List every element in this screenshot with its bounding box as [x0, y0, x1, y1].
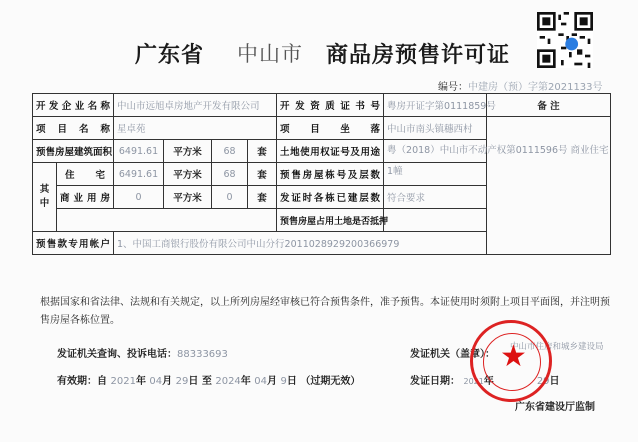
permit-statement: 根据国家和省法律、法规和有关规定，以上所列房屋经审核已符合预售条件，准予预售。本证使用时须附上项目平面图，并注明预售房屋各栋位置。	[40, 297, 610, 326]
supervisor-text: 广东省建设厅监制	[515, 402, 595, 413]
commercial-units: 0	[212, 186, 248, 209]
building-no-value: 1幢	[384, 163, 487, 186]
location-value: 中山市南头镇穗西村	[384, 117, 487, 140]
land-cert-value: 粤（2018）中山市不动产权第0111596号 商业住宅	[384, 140, 487, 163]
issue-condition-label: 发证时各栋已建层数	[277, 186, 384, 209]
building-no-label: 预售房屋栋号及层数	[277, 163, 384, 186]
empty-cell	[57, 209, 277, 232]
residential-units: 68	[212, 163, 248, 186]
permit-table	[32, 93, 611, 255]
inquiry-line: 发证机关查询、投诉电话：88333693	[57, 349, 228, 360]
authority-line: 发证机关（盖章）：	[410, 349, 495, 360]
province-title: 广东省	[135, 43, 205, 68]
commercial-label: 商业用房	[57, 186, 114, 209]
account-label: 预售款专用帐户	[33, 232, 114, 255]
residential-label: 住 宅	[57, 163, 114, 186]
validity-line: 有效期：自 2021年 04月 29日 至 2024年 04月 9日 （过期无效）	[57, 376, 361, 387]
developer-value: 中山市远旭卓房地产开发有限公司	[114, 94, 277, 117]
residential-area: 6491.61	[114, 163, 164, 186]
residential-set-unit: 套	[248, 163, 277, 186]
authority-value: 中山市住房和城乡建设局	[510, 342, 604, 352]
presale-area-value: 6491.61	[114, 140, 164, 163]
residential-sqm-unit: 平方米	[164, 163, 212, 186]
location-label: 项目坐落	[277, 117, 384, 140]
qualification-label: 开发资质证书号	[277, 94, 384, 117]
official-seal	[470, 320, 552, 402]
presale-area-label: 预售房屋建筑面积	[33, 140, 114, 163]
qualification-value: 粤房开证字第0111859号	[384, 94, 487, 117]
commercial-set-unit: 套	[248, 186, 277, 209]
city-title: 中山市	[237, 42, 303, 66]
mortgage-label: 预售房屋占用土地是否抵押	[277, 209, 384, 232]
commercial-sqm-unit: 平方米	[164, 186, 212, 209]
land-cert-label: 土地使用权证号及用途	[277, 140, 384, 163]
presale-sqm-unit: 平方米	[164, 140, 212, 163]
presale-set-unit: 套	[248, 140, 277, 163]
qr-code	[537, 12, 593, 68]
mortgage-value	[384, 209, 487, 232]
presale-units-value: 68	[212, 140, 248, 163]
document-title: 商品房预售许可证	[326, 43, 511, 68]
account-value: 1、中国工商银行股份有限公司中山分行2011028929200366979	[114, 232, 487, 255]
issue-condition-value: 符合要求	[384, 186, 487, 209]
of-which-label: 其中	[33, 163, 57, 232]
issue-date-line: 发证日期： 2021年 29日	[410, 376, 560, 387]
seal-star-icon: ★	[500, 339, 527, 374]
remarks-label: 备 注	[487, 94, 611, 117]
developer-label: 开发企业名称	[33, 94, 114, 117]
commercial-area: 0	[114, 186, 164, 209]
project-label: 项目名称	[33, 117, 114, 140]
serial-number: 编号：中建房（预）字第2021133号	[438, 82, 603, 93]
remarks-cell	[487, 117, 611, 255]
project-value: 星卓苑	[114, 117, 277, 140]
